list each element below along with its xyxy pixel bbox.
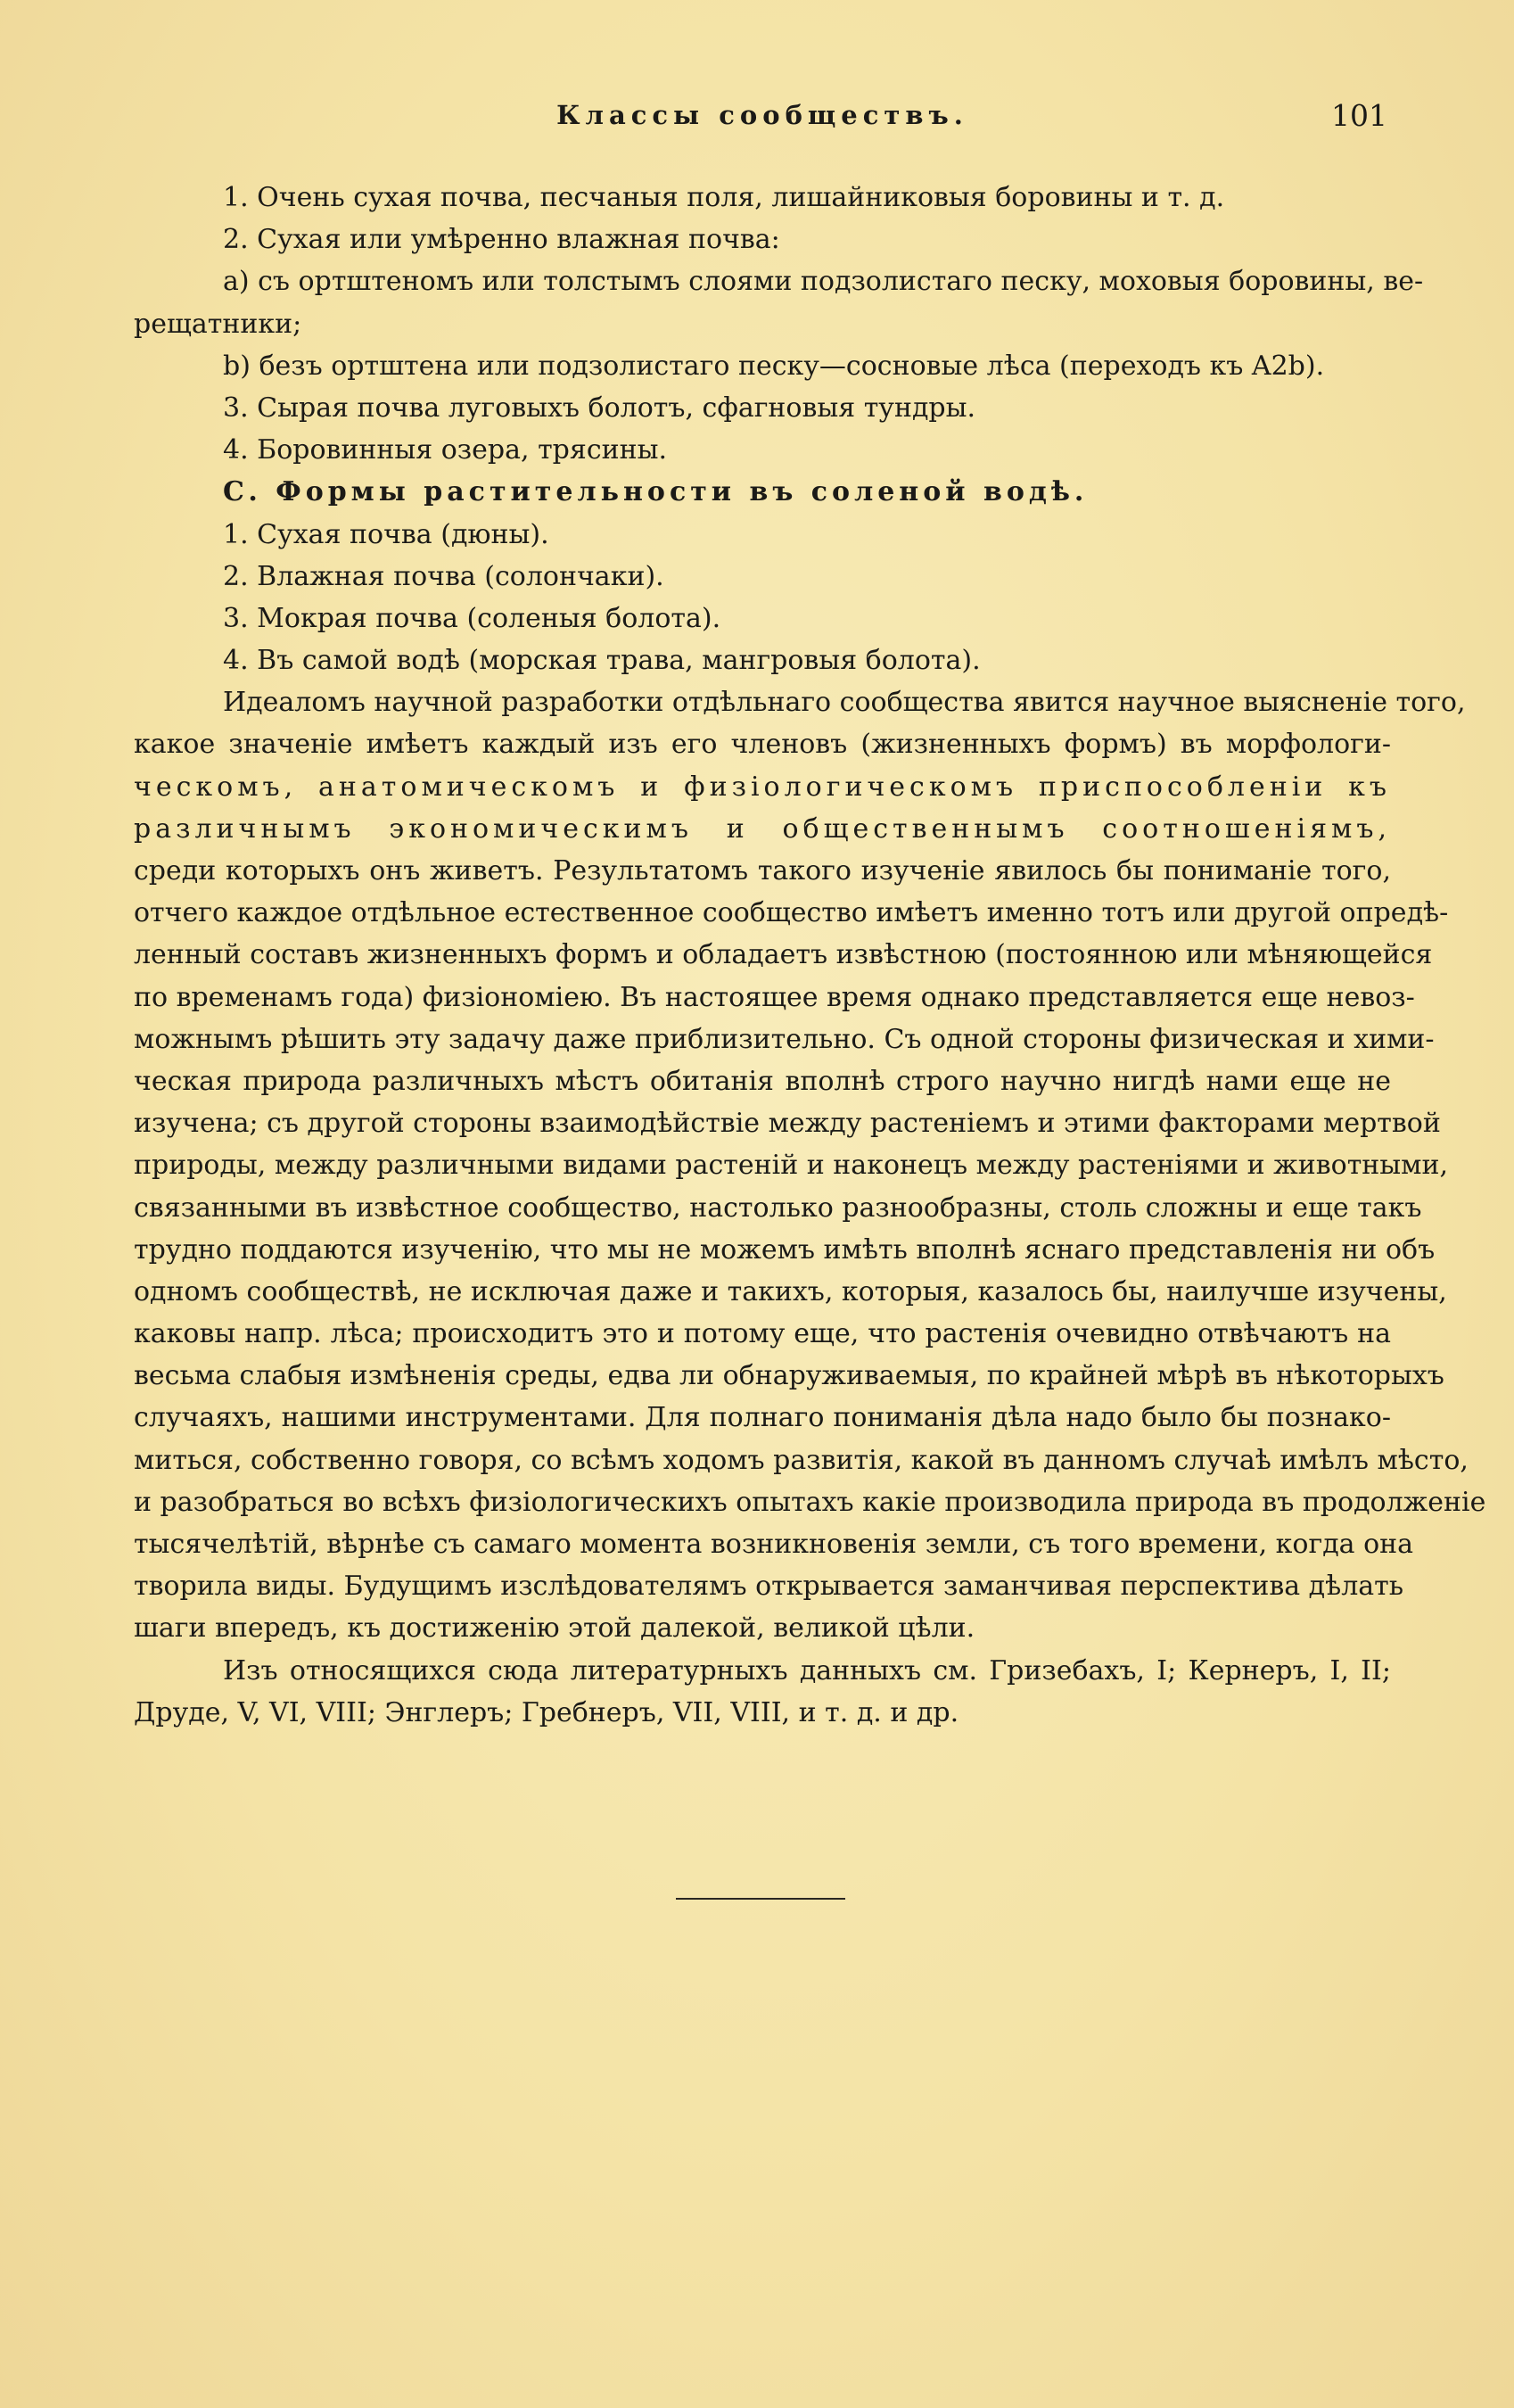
running-title: Классы сообществъ. [556, 100, 968, 130]
list-item: 3. Мокрая почва (соленыя болота). [223, 602, 721, 634]
paragraph-line: одномъ сообществѣ, не исключая даже и такихъ, которыя, казалось бы, наилучше изучены, [134, 1275, 1447, 1307]
paragraph-line: каковы напр. лѣса; происходитъ это и потому еще, что растенія очевидно отвѣчаютъ на [134, 1318, 1391, 1350]
paragraph-line: творила виды. Будущимъ изслѣдователямъ открывается заманчивая перспектива дѣлать [134, 1571, 1404, 1603]
paragraph-line: трудно поддаются изученію, что мы не можемъ имѣть вполнѣ яснаго представленія ни объ [134, 1233, 1436, 1266]
section-heading: C. Формы растительности въ соленой водѣ. [223, 476, 1089, 508]
book-page [134, 0, 1486, 2408]
paragraph-line: связанными въ извѣстное сообщество, настолько разнообразны, столь сложны и еще такъ [134, 1192, 1422, 1224]
paragraph-line: ленный составъ жизненныхъ формъ и обладаетъ извѣстною (постоянною или мѣняющейся [134, 939, 1433, 971]
paragraph-line: ческая природа различныхъ мѣстъ обитанія вполнѣ строго научно нигдѣ нами еще не [134, 1065, 1391, 1097]
list-item: 4. Боровинныя озера, трясины. [223, 434, 668, 466]
paragraph-line: можнымъ рѣшить эту задачу даже приблизительно. Съ одной стороны физическая и хими- [134, 1023, 1435, 1055]
paragraph-line: по временамъ года) физіономіею. Въ настоящее время однако представляется еще невоз- [134, 981, 1415, 1013]
paragraph-line: миться, собственно говоря, со всѣмъ ходомъ развитія, какой въ данномъ случаѣ имѣлъ мѣсто, [134, 1444, 1469, 1476]
page-number: 101 [1331, 98, 1387, 133]
list-item: 3. Сырая почва луговыхъ болотъ, сфагновыя тундры. [223, 392, 976, 424]
list-item: b) безъ ортштена или подзолистаго песку—сосновые лѣса (переходъ къ A2b). [223, 350, 1325, 382]
paragraph-line: отчего каждое отдѣльное естественное сообщество имѣетъ именно тотъ или другой опредѣ- [134, 897, 1449, 929]
list-item: 2. Влажная почва (солончаки). [223, 560, 664, 592]
text-line: рещатники; [134, 308, 302, 340]
paragraph-line: среди которыхъ онъ живетъ. Результатомъ такого изученіе явилось бы пониманіе того, [134, 855, 1391, 887]
list-item: 1. Сухая почва (дюны). [223, 518, 549, 550]
list-item: 4. Въ самой водѣ (морская трава, мангровыя болота). [223, 645, 981, 677]
running-header [134, 100, 1391, 139]
reference-line: Изъ относящихся сюда литературныхъ данныхъ см. Гризебахъ, I; Кернеръ, I, II; [223, 1654, 1391, 1686]
list-item: a) съ ортштеномъ или толстымъ слоями подзолистаго песку, моховыя боровины, ве- [223, 266, 1424, 298]
list-item: 1. Очень сухая почва, песчаныя поля, лишайниковыя боровины и т. д. [223, 182, 1225, 213]
paragraph-line: случаяхъ, нашими инструментами. Для полнаго пониманія дѣла надо было бы познако- [134, 1402, 1391, 1434]
paragraph-line: Идеаломъ научной разработки отдѣльнаго сообщества явится научное выясненіе того, [223, 687, 1466, 719]
closing-rule [676, 1898, 845, 1900]
paragraph-line: тысячелѣтій, вѣрнѣе съ самаго момента возникновенія земли, съ того времени, когда она [134, 1529, 1414, 1560]
list-item: 2. Сухая или умѣренно влажная почва: [223, 224, 780, 256]
paragraph-line: ческомъ, анатомическомъ и физіологическомъ приспособленіи къ [134, 771, 1391, 803]
body-text [134, 177, 1486, 1734]
paragraph-line: и разобраться во всѣхъ физіологическихъ опытахъ какіе производила природа въ продолженіе [134, 1486, 1486, 1518]
paragraph-line: природы, между различными видами растеній и наконецъ между растеніями и животными, [134, 1150, 1449, 1182]
reference-line: Друде, V, VI, VIII; Энглеръ; Гребнеръ, VII, VIII, и т. д. и др. [134, 1696, 959, 1728]
paragraph-line: какое значеніе имѣетъ каждый изъ его членовъ (жизненныхъ формъ) въ морфологи- [134, 729, 1391, 761]
paragraph-line: весьма слабыя измѣненія среды, едва ли обнаруживаемыя, по крайней мѣрѣ въ нѣкоторыхъ [134, 1360, 1444, 1392]
paragraph-line: различнымъ экономическимъ и общественнымъ соотношеніямъ, [134, 812, 1391, 845]
paragraph-line: изучена; съ другой стороны взаимодѣйствіе между растеніемъ и этими факторами мертвой [134, 1108, 1441, 1140]
paragraph-line: шаги впередъ, къ достиженію этой далекой, великой цѣли. [134, 1612, 975, 1645]
